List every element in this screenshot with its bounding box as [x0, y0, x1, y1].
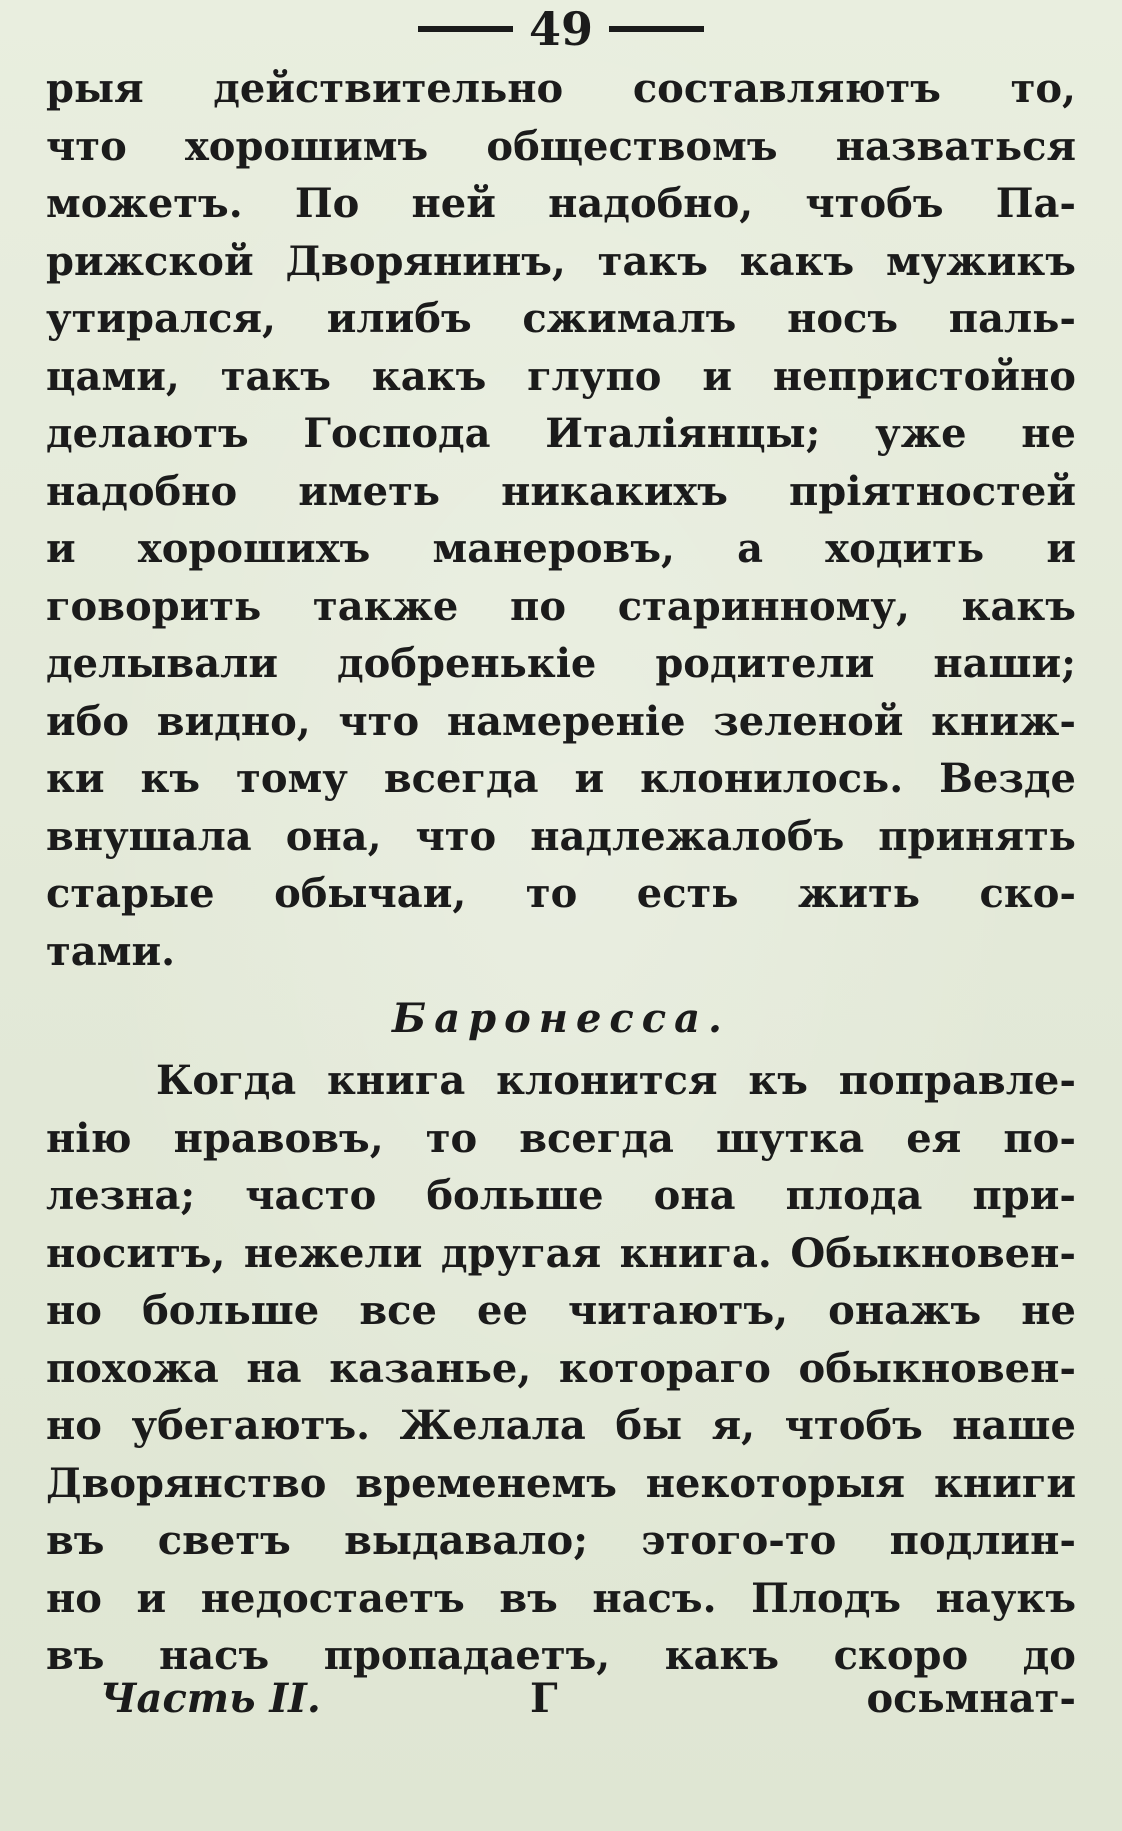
- text-line: нію нравовъ, то всегда шутка ея по-: [46, 1114, 1076, 1162]
- text-line: надобно иметь никакихъ пріятностей: [46, 467, 1076, 515]
- text-line: старые обычаи, то есть жить ско-: [46, 870, 1076, 917]
- text-line: делывали добренькіе родители наши;: [46, 640, 1076, 687]
- text-line: Дворянство временемъ некоторыя книги: [46, 1459, 1076, 1507]
- text-line: носитъ, нежели другая книга. Обыкновен-: [46, 1229, 1076, 1277]
- text-line: но убегаютъ. Желала бы я, чтобъ наше: [46, 1402, 1076, 1449]
- text-line: но больше все ее читаютъ, онажъ не: [46, 1287, 1076, 1334]
- part-label: Часть II.: [100, 1675, 321, 1722]
- text-line: что хорошимъ обществомъ назваться: [46, 122, 1076, 170]
- text-line: лезна; часто больше она плода при-: [46, 1172, 1076, 1219]
- text-line: Когда книга клонится къ поправле-: [156, 1057, 1076, 1104]
- text-line: говорить также по старинному, какъ: [46, 582, 1076, 630]
- text-line: цами, такъ какъ глупо и непристойно: [46, 352, 1076, 400]
- text-line: и хорошихъ манеровъ, а ходить и: [46, 525, 1076, 572]
- page-number: 49: [528, 2, 593, 56]
- text-line: въ насъ пропадаетъ, какъ скоро до: [46, 1632, 1076, 1679]
- text-line: можетъ. По ней надобно, чтобъ Па-: [46, 180, 1076, 227]
- text-line: рижской Дворянинъ, такъ какъ мужикъ: [46, 237, 1076, 285]
- page-footer: [100, 1675, 1076, 1735]
- text-line: делаютъ Господа Италіянцы; уже не: [46, 410, 1076, 457]
- text-line: въ светъ выдавало; этого-то подлин-: [46, 1517, 1076, 1564]
- header-rule-right: [609, 26, 704, 32]
- text-line: ки къ тому всегда и клонилось. Везде: [46, 755, 1076, 802]
- text-line: тами.: [46, 927, 176, 975]
- text-line: похожа на казанье, котораго обыкновен-: [46, 1344, 1076, 1392]
- text-line: рыя действительно составляютъ то,: [46, 65, 1076, 112]
- page-header: [0, 2, 1122, 56]
- catchword: осьмнат-: [866, 1675, 1076, 1722]
- text-line: утирался, илибъ сжималъ носъ паль-: [46, 295, 1076, 342]
- header-rule-left: [418, 26, 513, 32]
- signature-mark: Г: [530, 1675, 558, 1722]
- paragraph-2: [46, 1052, 1076, 1685]
- paragraph-1: [46, 60, 1076, 980]
- speaker-heading: Баронесса.: [392, 995, 730, 1042]
- text-line: но и недостаетъ въ насъ. Плодъ наукъ: [46, 1574, 1076, 1622]
- text-line: внушала она, что надлежалобъ принять: [46, 812, 1076, 860]
- text-line: ибо видно, что намереніе зеленой книж-: [46, 697, 1076, 745]
